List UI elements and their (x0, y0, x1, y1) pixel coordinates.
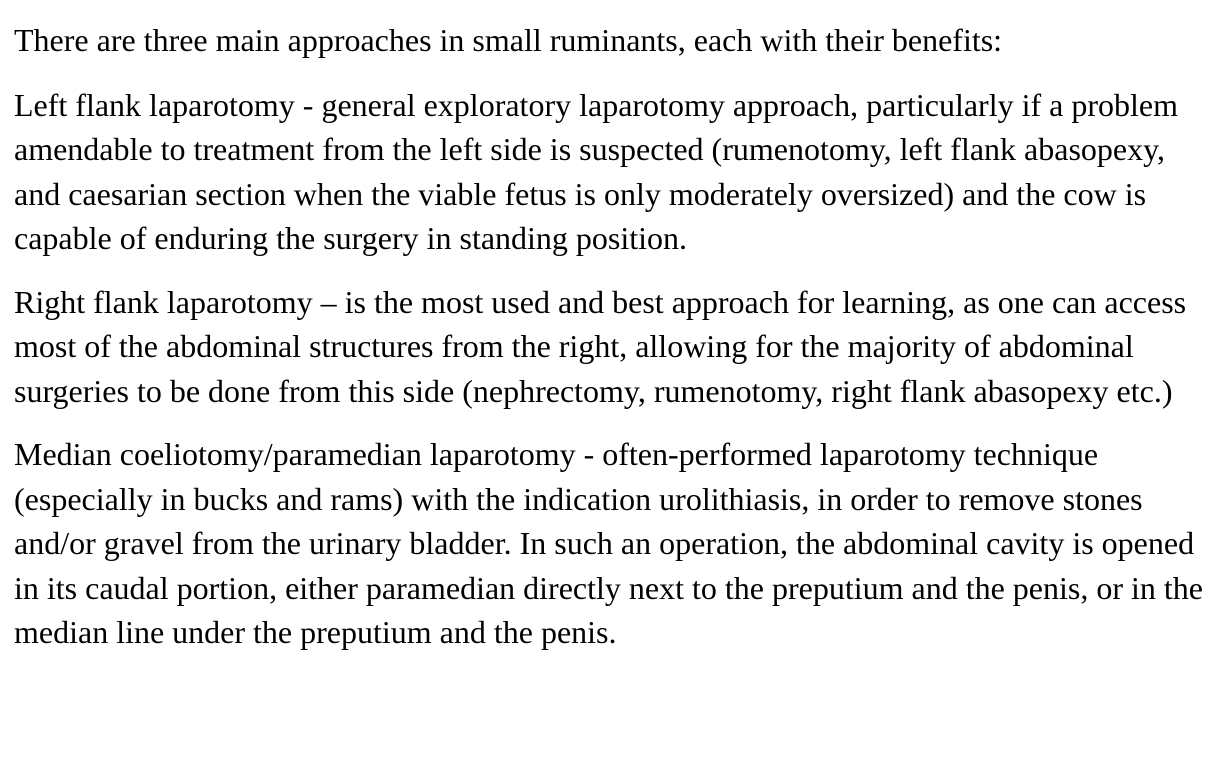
right-flank-paragraph: Right flank laparotomy – is the most used and best approach for learning, as one can access most of the abdominal structures from the right, allowing for the majority of abdominal surgeries to be done from this side (nephrectomy, rumenotomy, right flank abasopexy etc.) (14, 283, 1187, 409)
document-body (14, 18, 1213, 655)
left-flank-paragraph: Left flank laparotomy - general exploratory laparotomy approach, particularly if a problem amendable to treatment from the left side is suspected (rumenotomy, left flank abasopexy, and caesarian section when the viable fetus is only moderately oversized) and the cow is capable of enduring the surgery in standing position. (14, 86, 1178, 256)
intro-paragraph: There are three main approaches in small ruminants, each with their benefits: (14, 22, 1003, 58)
median-coeliotomy-paragraph: Median coeliotomy/paramedian laparotomy - often-performed laparotomy technique (especially in bucks and rams) with the indication urolithiasis, in order to remove stones and/or gravel from the urinary bladder. In such an operation, the abdominal cavity is opened in its caudal portion, either paramedian directly next to the preputium and the penis, or in the median line under the preputium and the penis. (14, 436, 1203, 650)
